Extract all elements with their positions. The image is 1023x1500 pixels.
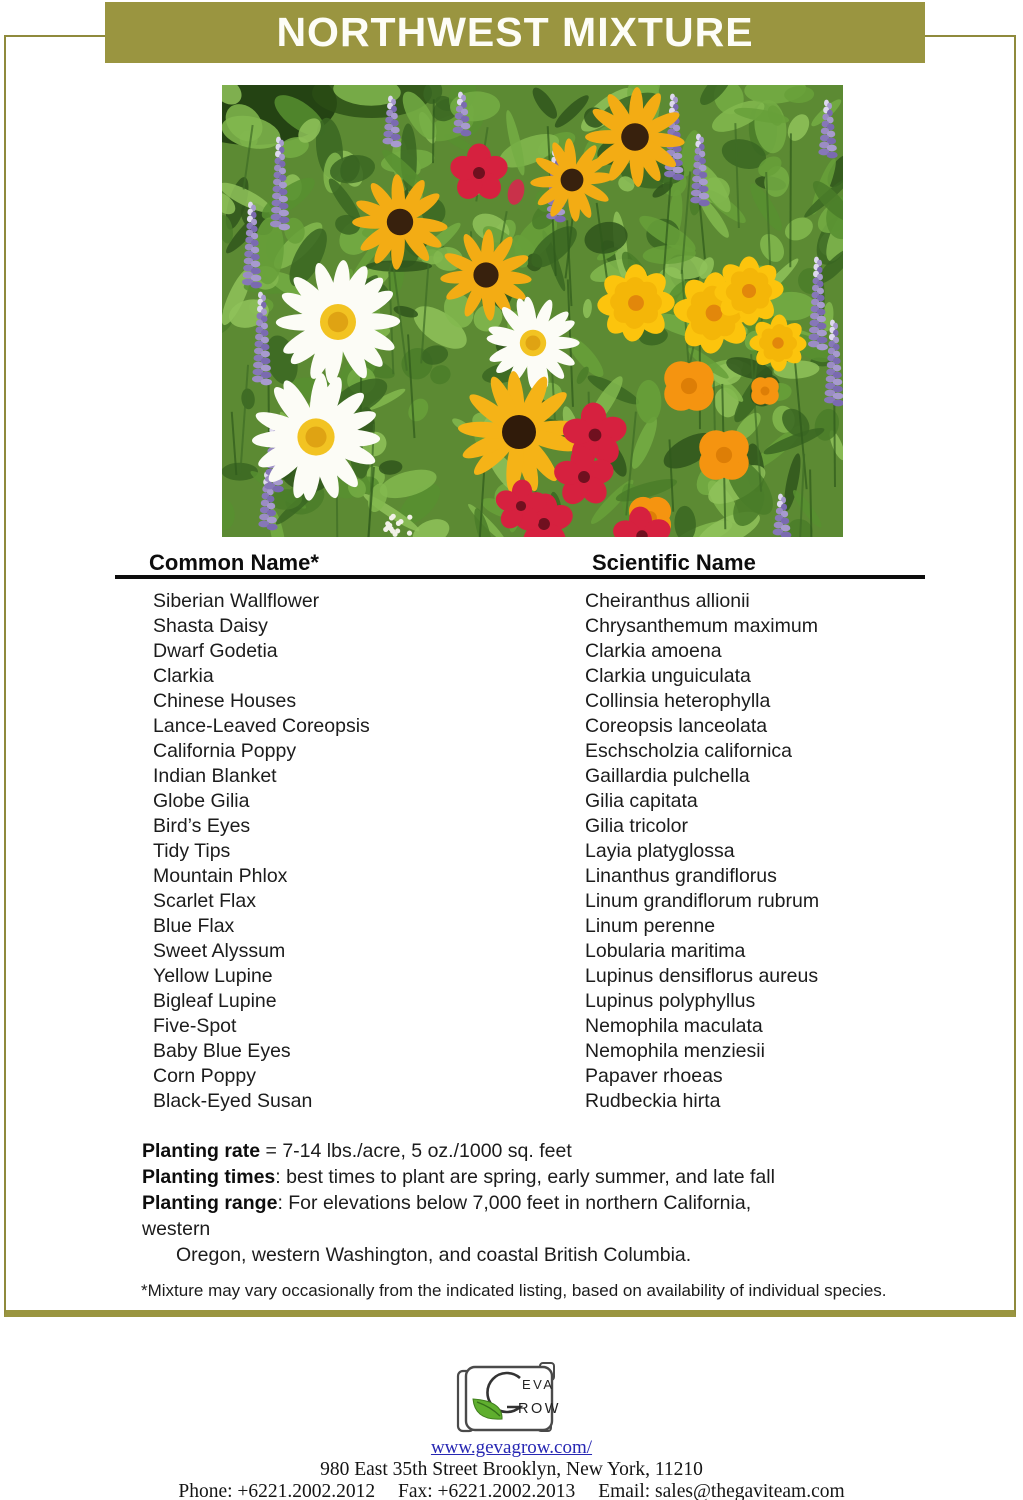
contact-line <box>0 1481 1023 1500</box>
scientific-name: Nemophila maculata <box>585 1015 763 1037</box>
common-name: Baby Blue Eyes <box>153 1040 291 1062</box>
common-name: Shasta Daisy <box>153 615 268 637</box>
species-row <box>153 939 953 964</box>
common-name: Bird’s Eyes <box>153 815 251 837</box>
common-name: Clarkia <box>153 665 214 687</box>
species-row <box>153 964 953 989</box>
species-row <box>153 889 953 914</box>
common-name: Yellow Lupine <box>153 965 273 987</box>
page-title: NORTHWEST MIXTURE <box>276 9 754 55</box>
website-link[interactable]: www.gevagrow.com/ <box>430 1437 593 1458</box>
scientific-name: Lobularia maritima <box>585 940 746 962</box>
planting-info <box>142 1139 932 1269</box>
scientific-name: Gilia tricolor <box>585 815 688 837</box>
scientific-name: Collinsia heterophylla <box>585 690 771 712</box>
scientific-name: Lupinus densiflorus aureus <box>585 965 819 987</box>
website-line <box>0 1437 1023 1459</box>
mixture-disclaimer: *Mixture may vary occasionally from the indicated listing, based on availability of individual species. <box>141 1281 887 1300</box>
species-row <box>153 839 953 864</box>
species-row <box>153 1064 953 1089</box>
species-row <box>153 914 953 939</box>
fax-text: Fax: +6221.2002.2013 <box>398 1481 576 1500</box>
scientific-name: Linanthus grandiflorus <box>585 865 777 887</box>
species-row <box>153 864 953 889</box>
scientific-name: Clarkia amoena <box>585 640 722 662</box>
scientific-name: Clarkia unguiculata <box>585 665 751 687</box>
species-row <box>153 764 953 789</box>
common-name: Tidy Tips <box>153 840 231 862</box>
scientific-name: Coreopsis lanceolata <box>585 715 768 737</box>
common-name: Corn Poppy <box>153 1065 256 1087</box>
scientific-name: Layia platyglossa <box>585 840 735 862</box>
planting-range-continued: Oregon, western Washington, and coastal British Columbia. <box>176 1243 692 1266</box>
common-name: Blue Flax <box>153 915 235 937</box>
species-table <box>153 589 953 1114</box>
species-row <box>153 639 953 664</box>
common-name: Scarlet Flax <box>153 890 256 912</box>
scientific-name: Rudbeckia hirta <box>585 1090 721 1112</box>
planting-range-line: Planting range: For elevations below 7,000 feet in northern California, <box>142 1191 752 1214</box>
species-row <box>153 589 953 614</box>
table-header-rule <box>115 575 925 579</box>
scientific-name: Gilia capitata <box>585 790 698 812</box>
common-name: Sweet Alyssum <box>153 940 286 962</box>
common-name: Siberian Wallflower <box>153 590 320 612</box>
species-row <box>153 989 953 1014</box>
logo-text-top: EVA <box>522 1377 555 1392</box>
phone-text: Phone: +6221.2002.2012 <box>178 1481 376 1500</box>
common-name: Globe Gilia <box>153 790 250 812</box>
common-name: Chinese Houses <box>153 690 297 712</box>
address-line: 980 East 35th Street Brooklyn, New York, 11210 <box>320 1459 703 1480</box>
common-name: Mountain Phlox <box>153 865 288 887</box>
species-row <box>153 689 953 714</box>
species-row <box>153 814 953 839</box>
species-row <box>153 664 953 689</box>
column-header-common-name: Common Name* <box>149 550 319 575</box>
scientific-name: Papaver rhoeas <box>585 1065 723 1087</box>
species-row <box>153 1039 953 1064</box>
planting-rate-line: Planting rate = 7-14 lbs./acre, 5 oz./1000 sq. feet <box>142 1140 572 1162</box>
species-row <box>153 789 953 814</box>
scientific-name: Eschscholzia californica <box>585 740 793 762</box>
species-row <box>153 1014 953 1039</box>
column-header-scientific-name: Scientific Name <box>592 550 756 575</box>
title-banner <box>105 2 925 63</box>
common-name: Black-Eyed Susan <box>153 1090 313 1112</box>
common-name: California Poppy <box>153 740 297 762</box>
common-name: Five-Spot <box>153 1015 237 1037</box>
species-row <box>153 739 953 764</box>
scientific-name: Lupinus polyphyllus <box>585 990 756 1012</box>
scientific-name: Linum grandiflorum rubrum <box>585 890 820 912</box>
scientific-name: Linum perenne <box>585 915 716 937</box>
species-row <box>153 714 953 739</box>
species-row <box>153 1089 953 1114</box>
wildflower-photo <box>222 85 843 537</box>
common-name: Indian Blanket <box>153 765 277 787</box>
common-name: Dwarf Godetia <box>153 640 278 662</box>
scientific-name: Chrysanthemum maximum <box>585 615 818 637</box>
scientific-name: Gaillardia pulchella <box>585 765 750 787</box>
scientific-name: Cheiranthus allionii <box>585 590 750 612</box>
scientific-name: Nemophila menziesii <box>585 1040 765 1062</box>
planting-range-overflow: western <box>142 1217 211 1240</box>
email-text: Email: sales@thegaviteam.com <box>598 1481 845 1500</box>
common-name: Bigleaf Lupine <box>153 990 277 1012</box>
logo-text-bottom: ROW <box>518 1401 561 1417</box>
gevagrow-logo <box>447 1355 573 1439</box>
common-name: Lance-Leaved Coreopsis <box>153 715 370 737</box>
planting-times-line: Planting times: best times to plant are spring, early summer, and late fall <box>142 1165 775 1188</box>
species-row <box>153 614 953 639</box>
